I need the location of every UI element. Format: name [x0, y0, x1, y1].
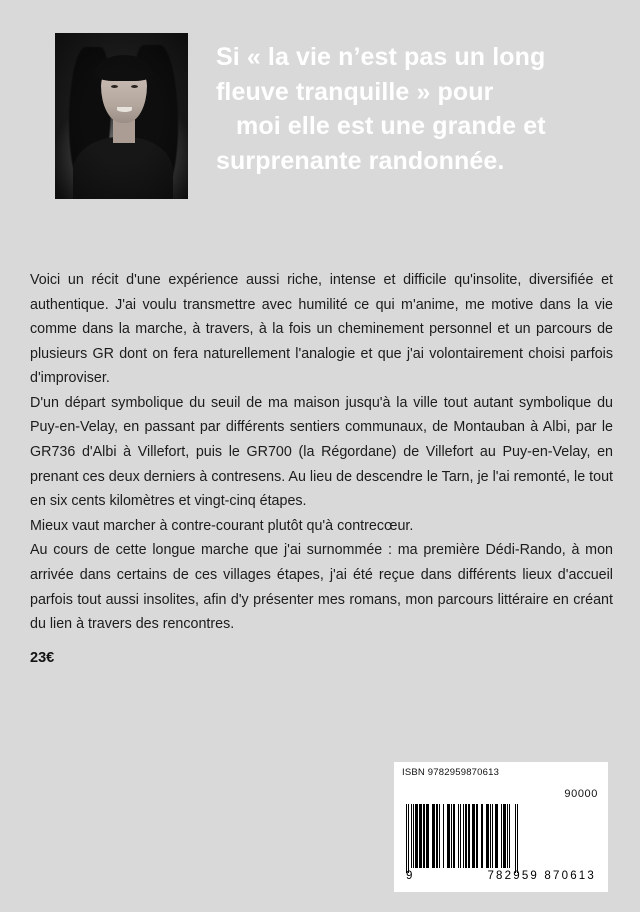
barcode-bars	[406, 804, 596, 868]
isbn-label: ISBN 9782959870613	[402, 767, 500, 778]
barcode-digit-right: 782959 870613	[487, 870, 596, 882]
blurb-paragraph-4: Au cours de cette longue marche que j'ai surnommée : ma première Dédi-Rando, à mon arrivée dans certains de ces villages étapes, j'ai été reçue dans différents lieux d'accueil parfois tout aussi insolites, afin d'y présenter mes romans, mon parcours littéraire en créant du lien à travers des rencontres.	[30, 542, 613, 633]
blurb-paragraph-3: Mieux vaut marcher à contre-courant plutôt qu'à contrecœur.	[30, 517, 414, 534]
author-portrait-photo	[55, 33, 188, 199]
barcode-digits	[406, 870, 596, 882]
portrait-vignette	[55, 33, 188, 199]
headline-line-2: fleuve tranquille » pour	[216, 77, 494, 106]
price-label: 23€	[30, 650, 55, 666]
blurb-paragraph-1: Voici un récit d'une expérience aussi riche, intense et difficile qu'insolite, diversifiée et authentique. J'ai voulu transmettre avec humilité ce qui m'anime, me motive dans la vie comme dans la marche, à travers, à la fois un cheminement personnel et un parcours de plusieurs GR dont on fera naturellement l'analogie et que j'ai volontairement choisi parfois d'improviser.	[30, 272, 613, 387]
barcode-block	[394, 762, 608, 892]
price-code-label: 90000	[564, 788, 598, 800]
headline-line-1: Si « la vie n’est pas un long	[216, 43, 546, 71]
blurb-text	[30, 268, 613, 637]
cover-header	[0, 0, 640, 243]
headline-line-4: surprenante randonnée.	[216, 146, 505, 175]
barcode-digit-left: 9	[406, 870, 415, 882]
headline-line-3: moi elle est une grande et	[236, 112, 546, 140]
cover-headline	[216, 40, 608, 178]
blurb-paragraph-2: D'un départ symbolique du seuil de ma maison jusqu'à la ville tout autant symbolique du Puy-en-Velay, en passant par différents sentiers communaux, de Montauban à Albi, par le GR736 d'Albi à Villefort, puis le GR700 (la Régordane) de Villefort au Puy-en-Velay, en prenant ces deux derniers à contresens. Au lieu de descendre le Tarn, je l'ai remonté, le tout en six cents kilomètres et vingt-cinq étapes.	[30, 394, 613, 510]
